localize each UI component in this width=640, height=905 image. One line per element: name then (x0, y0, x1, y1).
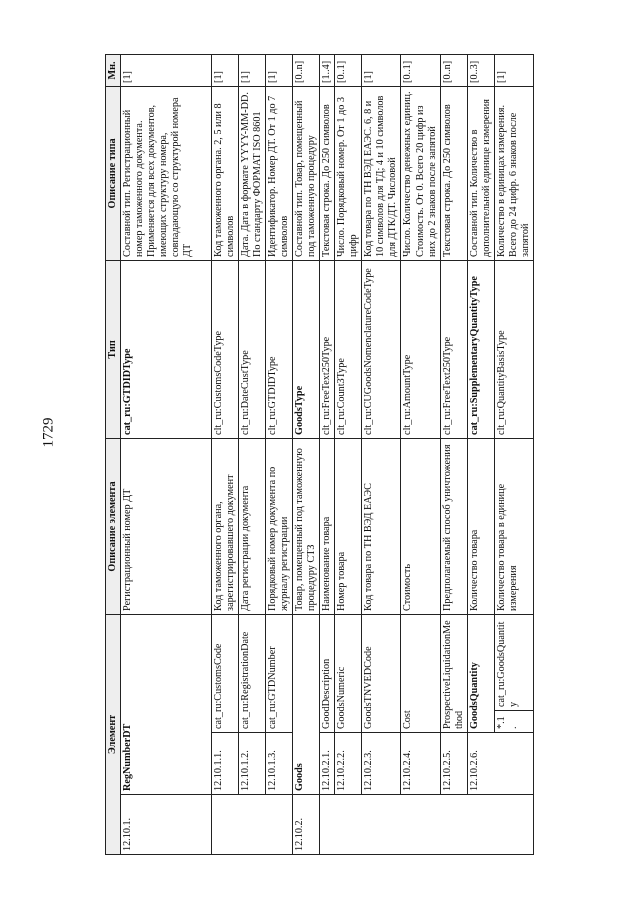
type-description: Текстовая строка. До 250 символов (440, 86, 467, 260)
table-row (293, 54, 320, 854)
sub-number: 12.10.2.4. (401, 733, 440, 795)
sub-number: 12.10.1.2. (239, 733, 266, 795)
multiplicity: [1] (239, 54, 266, 86)
element-description: Количество товара в единице измерения (494, 438, 533, 614)
header-multiplicity: Мн. (106, 54, 121, 86)
type-description: Дата. Дата в формате YYYY-MM-DD. По стандарту ФОРМАТ ISO 8601 (239, 86, 266, 260)
row-number: 12.10.2. (293, 795, 320, 855)
element-name: RegNumberDT (121, 614, 212, 794)
element-name: Cost (401, 614, 440, 732)
type-description: Число. Порядковый номер. От 1 до 3 цифр (335, 86, 362, 260)
multiplicity: [1] (121, 54, 212, 86)
element-name: GoodsTNVEDCode (362, 614, 401, 732)
table-row (335, 54, 362, 854)
multiplicity: [0..1] (401, 54, 440, 86)
type-name: GoodsType (293, 260, 320, 438)
table-row (239, 54, 266, 854)
header-element-description: Описание элемента (106, 438, 121, 614)
type-name: clt_ru:FreeText250Type (440, 260, 467, 438)
element-description: Код товара по ТН ВЭД ЕАЭС (362, 438, 401, 614)
element-name: Goods (293, 614, 320, 794)
type-description: Составной тип. Регистрационный номер таможенного документа. Применяется для всех документов, имеющих структуру номера, совпадающую со структурой номера ДТ (121, 86, 212, 260)
multiplicity: [0..n] (440, 54, 467, 86)
table-row (121, 54, 212, 854)
element-description: Количество товара (467, 438, 494, 614)
type-name: clt_ru:CUGoodsNomenclatureCodeType (362, 260, 401, 438)
header-type-description: Описание типа (106, 86, 121, 260)
type-description: Количество в единицах измерения. Всего до 24 цифр. 6 знаков после запятой (494, 86, 533, 260)
type-description: Код таможенного органа. 2, 5 или 8 символов (212, 86, 239, 260)
header-element: Элемент (106, 614, 121, 854)
table-row (467, 54, 494, 854)
element-description: Товар, помещенный под таможенную процедуру СТЗ (293, 438, 320, 614)
table-row (401, 54, 440, 854)
page-number: 1729 (40, 417, 57, 448)
multiplicity: [0..1] (335, 54, 362, 86)
type-name: clt_ru:DateCustType (239, 260, 266, 438)
sub-number: 12.10.2.5. (440, 733, 467, 795)
type-name: clt_ru:Count3Type (335, 260, 362, 438)
table-row (320, 54, 335, 854)
type-description: Число. Количество денежных единиц. Стоимость. От 0. Всего 20 цифр из них до 2 знаков после запятой (401, 86, 440, 260)
multiplicity: [0..3] (467, 54, 494, 86)
table-row (362, 54, 401, 854)
table-row (440, 54, 467, 854)
type-name: clt_ru:FreeText250Type (320, 260, 335, 438)
row-number-empty (212, 795, 293, 855)
element-name: cat_ru:RegistrationDate (239, 614, 266, 732)
element-name: GoodsQuantity (467, 614, 494, 732)
element-description: Порядковый номер документа по журналу регистрации (266, 438, 293, 614)
header-type: Тип (106, 260, 121, 438)
type-description: Составной тип. Количество в дополнительной единице измерения (467, 86, 494, 260)
multiplicity: [1..4] (320, 54, 335, 86)
sub-number: 12.10.2.3. (362, 733, 401, 795)
sub-number: 12.10.2.2. (335, 733, 362, 795)
element-description: Наименование товара (320, 438, 335, 614)
element-description: Стоимость (401, 438, 440, 614)
element-name: GoodDescription (320, 614, 335, 732)
multiplicity: [1] (494, 54, 533, 86)
element-description: Регистрационный номер ДТ (121, 438, 212, 614)
sub-number: 12.10.1.3. (266, 733, 293, 795)
bullet-number: *.1. (494, 711, 533, 733)
element-name: cat_ru:CustomsCode (212, 614, 239, 732)
type-name: cat_ru:SupplementaryQuantityType (467, 260, 494, 438)
table-header-row (106, 54, 121, 854)
type-name: clt_ru:CustomsCodeType (212, 260, 239, 438)
multiplicity: [0..n] (293, 54, 320, 86)
element-description: Код таможенного органа, зарегистрировавшего документ (212, 438, 239, 614)
type-description: Составной тип. Товар, помещенный под таможенную процедуру (293, 86, 320, 260)
rotated-table-container (105, 55, 545, 855)
element-name: GoodsNumeric (335, 614, 362, 732)
element-name: ProspectiveLiquidationMethod (440, 614, 467, 732)
sub-number: 12.10.1.1. (212, 733, 239, 795)
type-name: cat_ru:GTDIDType (121, 260, 212, 438)
type-name: clt_ru:AmountType (401, 260, 440, 438)
element-description: Предполагаемый способ уничтожения (440, 438, 467, 614)
table-row (212, 54, 239, 854)
type-name: clt_ru:QuantityBasisType (494, 260, 533, 438)
type-description: Код товара по ТН ВЭД ЕАЭС. 6, 8 и 10 символов для ТД; 4 и 10 символов для ДТК/ДТ. Числовой (362, 86, 401, 260)
sub-number: 12.10.2.6. (467, 733, 533, 795)
multiplicity: [1] (212, 54, 239, 86)
element-name: cat_ru:GTDNumber (266, 614, 293, 732)
multiplicity: [1] (266, 54, 293, 86)
type-description: Текстовая строка. До 250 символов (320, 86, 335, 260)
type-name: clt_ru:GTDIDType (266, 260, 293, 438)
specification-table (105, 54, 534, 855)
sub-number: 12.10.2.1. (320, 733, 335, 795)
element-name: cat_ru:GoodsQuantity (494, 614, 533, 710)
row-number: 12.10.1. (121, 795, 212, 855)
element-description: Дата регистрации документа (239, 438, 266, 614)
row-number-empty (320, 795, 534, 855)
type-description: Идентификатор. Номер ДТ. От 1 до 7 символов (266, 86, 293, 260)
table-row (266, 54, 293, 854)
multiplicity: [1] (362, 54, 401, 86)
element-description: Номер товара (335, 438, 362, 614)
